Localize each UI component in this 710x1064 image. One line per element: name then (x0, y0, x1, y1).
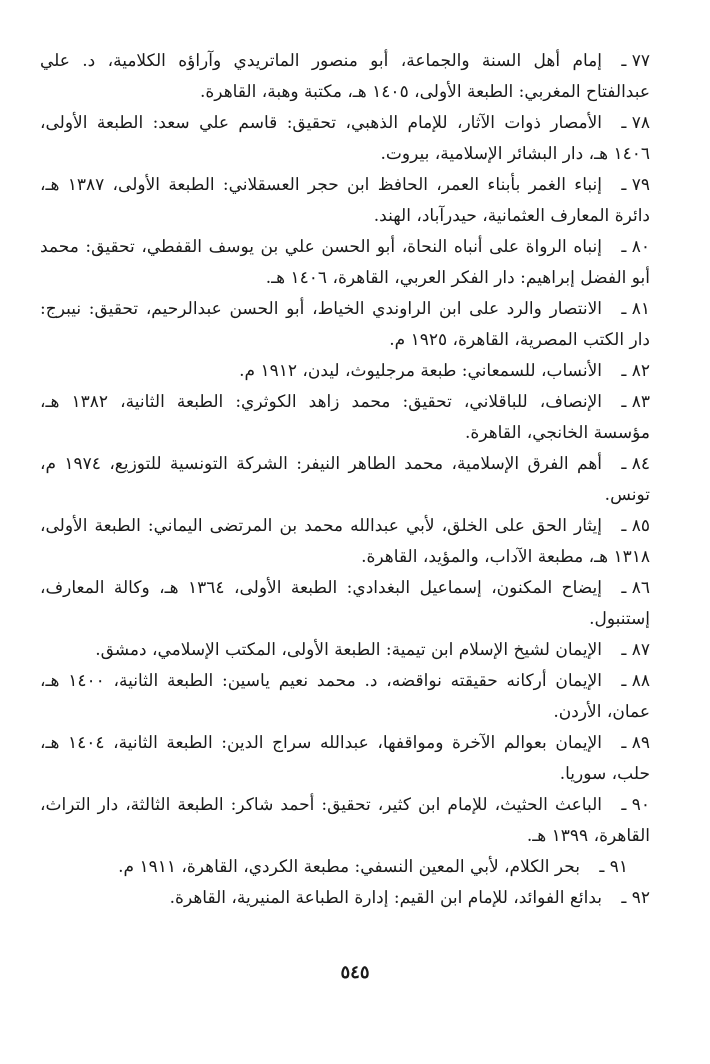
entry-number: ٨٧ ـ (621, 640, 650, 660)
bibliography-entry-84 (40, 449, 650, 511)
entry-number: ٨٨ ـ (621, 671, 650, 691)
entry-text: إنباه الرواة على أنباه النحاة، أبو الحسن علي بن يوسف القفطي، تحقيق: محمد أبو الفضل إبراهيم: دار الفكر العربي، القاهرة، ١٤٠٦ هـ. (40, 237, 650, 288)
entry-text: إمام أهل السنة والجماعة، أبو منصور الماتريدي وآراؤه الكلامية، د. علي عبدالفتاح المغربي: الطبعة الأولى، ١٤٠٥ هـ، مكتبة وهبة، القاهرة. (40, 51, 650, 102)
bibliography-entry-86 (40, 573, 650, 635)
bibliography-entry-87 (40, 635, 650, 666)
bibliography-entry-91 (40, 852, 650, 883)
entry-text: إنباء الغمر بأبناء العمر، الحافظ ابن حجر العسقلاني: الطبعة الأولى، ١٣٨٧ هـ، دائرة المعارف العثمانية، حيدرآباد، الهند. (40, 175, 650, 226)
entry-number: ٨٦ ـ (621, 578, 650, 598)
entry-text: بدائع الفوائد، للإمام ابن القيم: إدارة الطباعة المنيرية، القاهرة. (169, 888, 602, 908)
entry-text: إيضاح المكنون، إسماعيل البغدادي: الطبعة الأولى، ١٣٦٤ هـ، وكالة المعارف، إستنبول. (40, 578, 650, 629)
entry-number: ٩٢ ـ (621, 888, 650, 908)
bibliography-entry-92 (40, 883, 650, 914)
entry-text: إيثار الحق على الخلق، لأبي عبدالله محمد بن المرتضى اليماني: الطبعة الأولى، ١٣١٨ هـ، مطبعة الآداب، والمؤيد، القاهرة. (40, 516, 650, 567)
bibliography-list (40, 46, 650, 914)
entry-number: ٨٤ ـ (621, 454, 651, 474)
bibliography-entry-82 (40, 356, 650, 387)
bibliography-entry-78 (40, 108, 650, 170)
entry-text: الباعث الحثيث، للإمام ابن كثير، تحقيق: أحمد شاكر: الطبعة الثالثة، دار التراث، القاهرة، ١٣٩٩ هـ. (40, 795, 650, 846)
page-number: ٥٤٥ (340, 962, 370, 983)
entry-text: الانتصار والرد على ابن الراوندي الخياط، أبو الحسن عبدالرحيم، تحقيق: نيبرج: دار الكتب المصرية، القاهرة، ١٩٢٥ م. (40, 299, 650, 350)
entry-number: ٩٠ ـ (621, 795, 650, 815)
entry-text: الأنساب، للسمعاني: طبعة مرجليوث، ليدن، ١٩١٢ م. (239, 361, 602, 381)
bibliography-entry-90 (40, 790, 650, 852)
entry-number: ٨١ ـ (621, 299, 650, 319)
entry-text: الإنصاف، للباقلاني، تحقيق: محمد زاهد الكوثري: الطبعة الثانية، ١٣٨٢ هـ، مؤسسة الخانجي، القاهرة. (40, 392, 650, 443)
entry-text: الإيمان لشيخ الإسلام ابن تيمية: الطبعة الأولى، المكتب الإسلامي، دمشق. (95, 640, 602, 660)
bibliography-entry-88 (40, 666, 650, 728)
bibliography-entry-85 (40, 511, 650, 573)
entry-number: ٨٣ ـ (621, 392, 650, 412)
entry-text: أهم الفرق الإسلامية، محمد الطاهر النيفر: الشركة التونسية للتوزيع، ١٩٧٤ م، تونس. (40, 454, 650, 505)
entry-text: الإيمان بعوالم الآخرة ومواقفها، عبدالله سراج الدين: الطبعة الثانية، ١٤٠٤ هـ، حلب، سوريا. (40, 733, 650, 784)
bibliography-entry-77 (40, 46, 650, 108)
entry-number: ٨٠ ـ (621, 237, 650, 257)
entry-number: ٧٩ ـ (621, 175, 650, 195)
bibliography-entry-79 (40, 170, 650, 232)
bibliography-entry-81 (40, 294, 650, 356)
entry-number: ٨٩ ـ (621, 733, 650, 753)
entry-number: ٨٥ ـ (621, 516, 650, 536)
entry-number: ٧٨ ـ (621, 113, 650, 133)
entry-number: ٩١ ـ (599, 857, 628, 877)
bibliography-entry-80 (40, 232, 650, 294)
entry-text: بحر الكلام، لأبي المعين النسفي: مطبعة الكردي، القاهرة، ١٩١١ م. (118, 857, 580, 877)
entry-number: ٨٢ ـ (621, 361, 650, 381)
entry-number: ٧٧ ـ (621, 51, 650, 71)
entry-text: الأمصار ذوات الآثار، للإمام الذهبي، تحقيق: قاسم علي سعد: الطبعة الأولى، ١٤٠٦ هـ، دار البشائر الإسلامية، بيروت. (40, 113, 650, 164)
bibliography-entry-83 (40, 387, 650, 449)
bibliography-entry-89 (40, 728, 650, 790)
entry-text: الإيمان أركانه حقيقته نواقضه، د. محمد نعيم ياسين: الطبعة الثانية، ١٤٠٠ هـ، عمان، الأردن. (40, 671, 650, 722)
